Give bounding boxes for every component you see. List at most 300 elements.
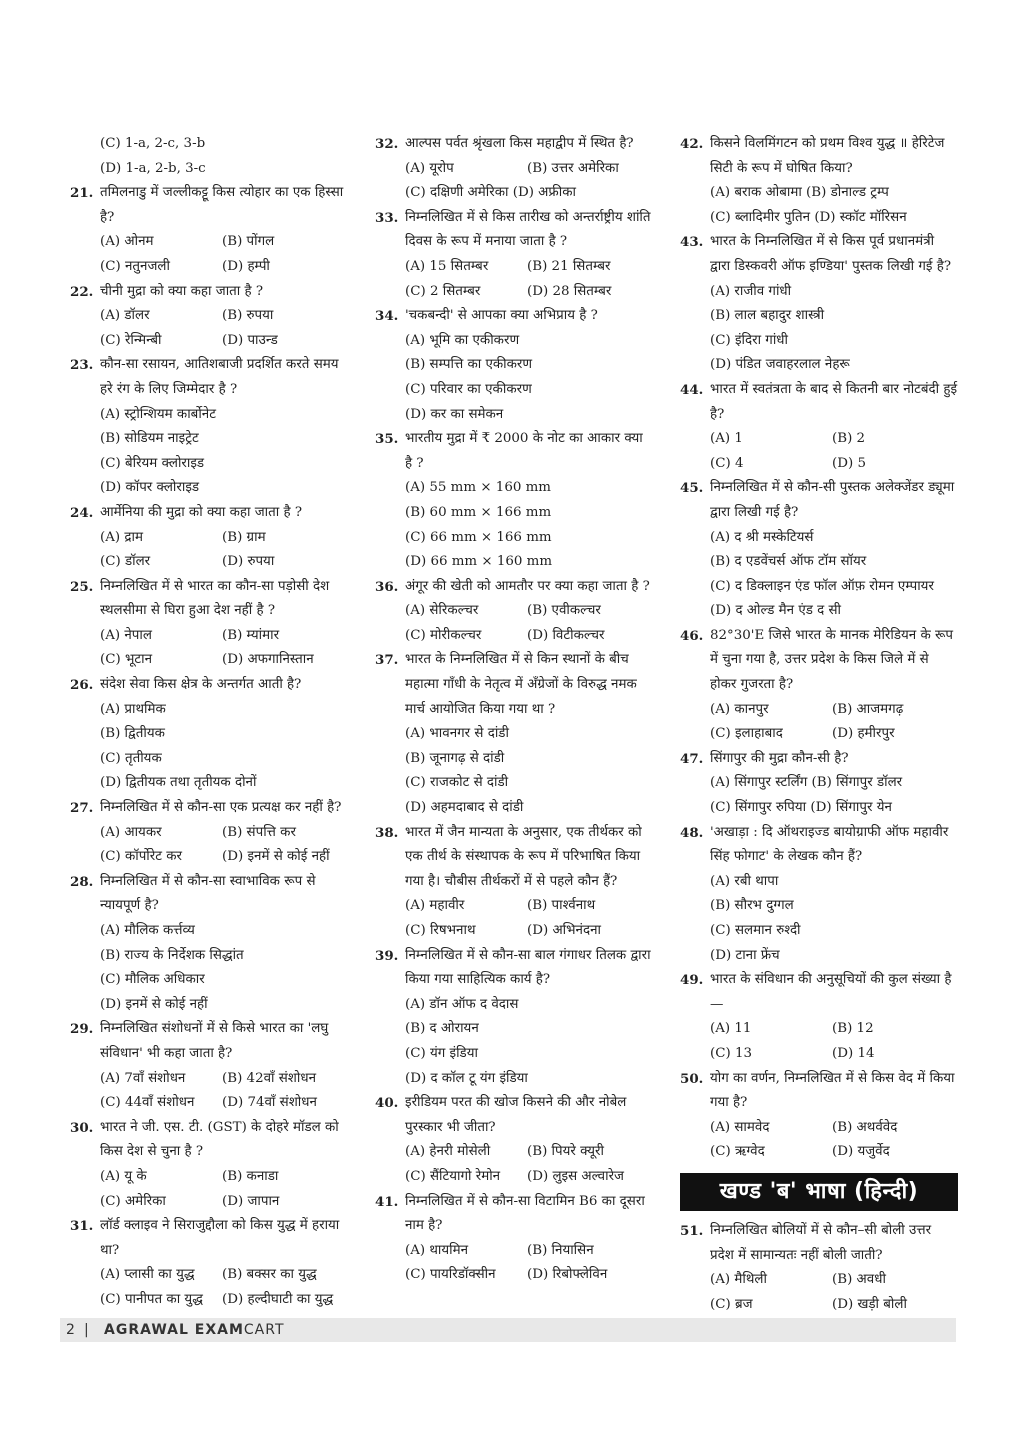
publisher-brand: [104, 1318, 285, 1342]
option: (D) विटीकल्चर: [527, 627, 605, 643]
question-number: 29.: [70, 1021, 94, 1038]
option: (C) 4: [710, 455, 744, 471]
question-text: भारत में जैन मान्यता के अनुसार, एक तीर्थकर को एक तीर्थ के संस्थापक के रूप में परिभाषित किया गया है। चौबीस तीर्थकरों में से पहले कौन हैं?: [405, 824, 642, 889]
question-number: 24.: [70, 504, 94, 521]
question-number: 36.: [375, 578, 399, 595]
option-row: [680, 894, 958, 919]
option: (D) 5: [832, 455, 866, 471]
question-number: 44.: [680, 381, 704, 398]
option: (C) सलमान रुश्दी: [710, 923, 801, 938]
option-row: [70, 329, 348, 354]
question-text: भारत के संविधान की अनुसूचियों की कुल संख्या है—: [710, 972, 952, 1012]
question-number: 28.: [70, 873, 94, 890]
option: (D) टाना फ्रेंच: [710, 947, 780, 963]
option-row: [70, 747, 348, 772]
question-number: 46.: [680, 627, 704, 644]
question-text: भारत ने जी. एस. टी. (GST) के दोहरे मॉडल को किस देश से चुना है ?: [100, 1119, 339, 1160]
option: (B) पियरे क्यूरी: [527, 1144, 604, 1160]
option: (A) रबी थापा: [710, 873, 779, 889]
option: (C) अमेरिका: [100, 1193, 166, 1209]
option: (B) ग्राम: [222, 529, 266, 545]
option-row: [680, 1017, 958, 1042]
question-text: 82°30'E जिसे भारत के मानक मेरिडियन के रूप में चुना गया है, उत्तर प्रदेश के किस जिले में से होकर गुजरता है?: [710, 627, 954, 693]
question-text: आल्पस पर्वत श्रृंखला किस महाद्वीप में स्थित है?: [405, 136, 634, 151]
option-row: [70, 452, 348, 477]
question-number: 41.: [375, 1193, 399, 1210]
question-number: 34.: [375, 308, 399, 325]
option-row: [680, 206, 958, 231]
option-row: [680, 550, 958, 575]
option: (C) 44वाँ संशोधन: [100, 1095, 195, 1111]
option: (B) सम्पत्ति का एकीकरण: [405, 357, 533, 373]
option-row: [375, 894, 653, 919]
question-number: 42.: [680, 136, 704, 152]
option-row: [375, 599, 653, 624]
option: (C) मोरीकल्चर: [405, 627, 482, 643]
question-43: [680, 230, 958, 279]
option: (A) सिंगापुर स्टर्लिंग (B) सिंगापुर डॉलर: [710, 775, 903, 791]
option-row: [70, 968, 348, 993]
option-row: [70, 255, 348, 280]
question-number: 33.: [375, 209, 399, 226]
option: (D) द्वितीयक तथा तृतीयक दोनों: [100, 775, 257, 791]
column-1: [70, 132, 348, 1313]
option: (A) प्राथमिक: [100, 701, 166, 717]
option: (A) द श्री मस्केटियर्स: [710, 529, 814, 545]
option: (C) बेरियम क्लोराइड: [100, 455, 205, 471]
question-text: अंगूर की खेती को आमतौर पर क्या कहा जाता है ?: [405, 578, 650, 594]
option: (B) पार्श्वनाथ: [527, 898, 596, 914]
question-42: [680, 132, 958, 181]
option-row: [375, 1140, 653, 1165]
option: (C) भूटान: [100, 652, 153, 668]
option: (D) 74वाँ संशोधन: [222, 1095, 317, 1111]
question-number: 48.: [680, 824, 704, 841]
option: (B) द एडवेंचर्स ऑफ टॉम सॉयर: [710, 554, 867, 570]
question-text: निम्नलिखित में से कौन-सी पुस्तक अलेक्जेंडर ड्यूमा द्वारा लिखी गई है?: [710, 480, 955, 520]
question-number: 26.: [70, 677, 94, 694]
option-row: [70, 230, 348, 255]
option: (B) 21 सितम्बर: [527, 258, 611, 274]
option: (B) रुपया: [222, 308, 274, 324]
question-number: 39.: [375, 947, 399, 964]
option: (D) लुइस अल्वारेज: [527, 1168, 624, 1184]
option: (A) बराक ओबामा (B) डोनाल्ड ट्रम्प: [710, 185, 889, 201]
option-row: [375, 1263, 653, 1288]
option: (C) 13: [710, 1045, 752, 1061]
option-row: [680, 771, 958, 796]
question-45: [680, 476, 958, 525]
question-number: 51.: [680, 1222, 704, 1239]
option: (B) सौरभ दुग्गल: [710, 898, 794, 914]
option-row: [375, 1017, 653, 1042]
option-row: [375, 771, 653, 796]
question-text: आर्मेनिया की मुद्रा को क्या कहा जाता है ?: [100, 504, 303, 520]
option: (A) महावीर: [405, 898, 465, 914]
question-40: [375, 1091, 653, 1140]
option-row: [375, 526, 653, 551]
option: (D) 28 सितम्बर: [527, 283, 612, 299]
question-number: 49.: [680, 972, 704, 989]
question-text: निम्नलिखित में से किस तारीख को अन्तर्राष्ट्रीय शांति दिवस के रूप में मनाया जाता है ?: [405, 209, 651, 250]
option: (C) 1-a, 2-c, 3-b: [100, 136, 206, 151]
option: (A) मैथिली: [710, 1272, 767, 1288]
option: (D) पंडित जवाहरलाल नेहरू: [710, 357, 850, 373]
option: (B) द ओरायन: [405, 1021, 479, 1037]
question-text: भारतीय मुद्रा में ₹ 2000 के नोट का आकार क्या है ?: [405, 431, 643, 471]
option: (C) ब्रज: [710, 1296, 753, 1312]
question-text: भारत में स्वतंत्रता के बाद से कितनी बार नोटबंदी हुई है?: [710, 381, 958, 422]
option: (C) तृतीयक: [100, 750, 162, 766]
option: (C) सिंगापुर रुपिया (D) सिंगापुर येन: [710, 800, 892, 816]
option: (B) द्वितीयक: [100, 726, 165, 742]
option-row: [680, 1268, 958, 1293]
option: (B) सोडियम नाइट्रेट: [100, 431, 199, 447]
question-39: [375, 944, 653, 993]
option: (B) अवधी: [832, 1272, 886, 1288]
option: (D) हमीरपुर: [832, 726, 895, 742]
option-row: [375, 280, 653, 305]
option: (A) ओनम: [100, 234, 154, 250]
option: (A) 7वाँ संशोधन: [100, 1070, 186, 1086]
brand-rest: CART: [243, 1322, 285, 1338]
option: (D) रिबोफ्लेविन: [527, 1267, 608, 1283]
option-row: [70, 993, 348, 1018]
option-row: [70, 526, 348, 551]
question-23: [70, 353, 348, 402]
option-row: [680, 329, 958, 354]
option: (C) 66 mm × 166 mm: [405, 529, 552, 545]
question-text: निम्नलिखित में से कौन-सा एक प्रत्यक्ष कर नहीं है?: [100, 800, 342, 816]
question-51: [680, 1219, 958, 1268]
question-number: 23.: [70, 357, 94, 374]
option: (D) यजुर्वेद: [832, 1144, 890, 1160]
question-text: चीनी मुद्रा को क्या कहा जाता है ?: [100, 283, 264, 299]
option: (A) स्ट्रोन्शियम कार्बोनेट: [100, 406, 216, 422]
question-48: [680, 821, 958, 870]
option: (B) 42वाँ संशोधन: [222, 1070, 317, 1086]
option: (D) जापान: [222, 1193, 280, 1209]
question-24: [70, 501, 348, 526]
option-row: [680, 304, 958, 329]
question-text: निम्नलिखित में से कौन-सा विटामिन B6 का दूसरा नाम है?: [405, 1193, 645, 1234]
question-number: 45.: [680, 480, 704, 497]
option-row: [70, 1190, 348, 1215]
option: (B) नियासिन: [527, 1242, 594, 1258]
option-row: [680, 353, 958, 378]
option: (A) राजीव गांधी: [710, 283, 792, 299]
option-row: [70, 845, 348, 870]
option: (A) 1: [710, 431, 743, 447]
question-26: [70, 673, 348, 698]
option-row: [375, 378, 653, 403]
option: (B) 2: [832, 431, 866, 447]
option: (C) रिषभनाथ: [405, 923, 476, 938]
option: (A) 11: [710, 1021, 752, 1037]
question-46: [680, 624, 958, 698]
option-row: [680, 280, 958, 305]
question-number: 30.: [70, 1119, 94, 1136]
option: (D) रुपया: [222, 554, 275, 570]
option: (D) इनमें से कोई नहीं: [100, 996, 208, 1012]
option-row: [375, 501, 653, 526]
option-row: [70, 403, 348, 428]
question-number: 40.: [375, 1095, 399, 1112]
option-row: [375, 1042, 653, 1067]
option-row: [680, 1293, 958, 1318]
option-row: [375, 722, 653, 747]
option: (C) सैंटियागो रेमोन: [405, 1168, 501, 1184]
question-number: 22.: [70, 283, 94, 300]
question-text: योग का वर्णन, निम्नलिखित में से किस वेद में किया गया है?: [710, 1070, 955, 1111]
option: (C) रेन्मिन्बी: [100, 332, 162, 348]
option-row: [70, 771, 348, 796]
option-row: [680, 944, 958, 969]
option: (B) आजमगढ़: [832, 701, 904, 717]
option-row: [680, 698, 958, 723]
question-33: [375, 206, 653, 255]
option-row: [70, 624, 348, 649]
option-row: [70, 427, 348, 452]
option-row: [375, 181, 653, 206]
option: (D) 66 mm × 160 mm: [405, 554, 553, 570]
option: (A) सामवेद: [710, 1119, 770, 1135]
option-row: [375, 255, 653, 280]
option-row: [375, 1067, 653, 1092]
question-text: निम्नलिखित बोलियों में से कौन–सी बोली उत्तर प्रदेश में सामान्यतः नहीं बोली जाती?: [710, 1222, 932, 1263]
question-37: [375, 648, 653, 722]
question-35: [375, 427, 653, 476]
option: (A) थायमिन: [405, 1242, 469, 1258]
option: (D) हल्दीघाटी का युद्ध: [222, 1291, 334, 1307]
option: (A) भूमि का एकीकरण: [405, 332, 520, 348]
question-text: निम्नलिखित में से कौन-सा बाल गंगाधर तिलक द्वारा किया गया साहित्यिक कार्य है?: [405, 947, 651, 988]
option: (A) सेरिकल्चर: [405, 603, 479, 619]
question-number: 37.: [375, 652, 399, 669]
option-row: [70, 1091, 348, 1116]
question-number: 38.: [375, 824, 399, 841]
option-row: [680, 1042, 958, 1067]
option: (C) ऋग्वेद: [710, 1144, 765, 1160]
option-row: [375, 993, 653, 1018]
option: (C) पायरिडॉक्सीन: [405, 1267, 496, 1283]
question-text: निम्नलिखित में से कौन-सा स्वाभाविक रूप से न्यायपूर्ण है?: [100, 873, 316, 914]
option: (D) द कॉल टू यंग इंडिया: [405, 1070, 528, 1086]
option-row: [375, 403, 653, 428]
question-text: इरीडियम परत की खोज किसने की और नोबेल पुरस्कार भी जीता?: [405, 1095, 627, 1135]
option: (A) द्राम: [100, 529, 143, 545]
option: (C) यंग इंडिया: [405, 1045, 478, 1061]
option: (C) इलाहाबाद: [710, 726, 783, 742]
option-row: [680, 1140, 958, 1165]
question-text: सिंगापुर की मुद्रा कौन-सी है?: [710, 750, 849, 766]
question-49: [680, 968, 958, 1017]
option: (A) मौलिक कर्त्तव्य: [100, 923, 195, 938]
question-text: तमिलनाडु में जल्लीकट्टू किस त्योहार का एक हिस्सा है?: [100, 185, 344, 225]
option: (D) 14: [832, 1045, 875, 1061]
option: (C) मौलिक अधिकार: [100, 972, 205, 988]
question-22: [70, 280, 348, 305]
question-number: 47.: [680, 750, 704, 767]
question-25: [70, 575, 348, 624]
option: (A) डॉलर: [100, 308, 150, 324]
option-row: [70, 944, 348, 969]
option-row: [70, 476, 348, 501]
option-row: [70, 1067, 348, 1092]
option: (A) यू के: [100, 1168, 147, 1184]
question-text: संदेश सेवा किस क्षेत्र के अन्तर्गत आती है?: [100, 677, 302, 693]
option: (D) 1-a, 2-b, 3-c: [100, 160, 206, 176]
option: (D) अहमदाबाद से दांडी: [405, 800, 524, 816]
option-row: [375, 747, 653, 772]
option: (C) ब्लादिमीर पुतिन (D) स्कॉट मॉरिसन: [710, 209, 907, 225]
option: (A) हेनरी मोसेली: [405, 1144, 491, 1160]
option: (D) अभिनंदना: [527, 923, 601, 938]
option: (A) कानपुर: [710, 701, 769, 717]
option: (D) कॉपर क्लोराइड: [100, 480, 200, 496]
option: (B) लाल बहादुर शास्त्री: [710, 308, 825, 324]
option: (A) भावनगर से दांडी: [405, 726, 509, 742]
option-row: [70, 919, 348, 944]
question-29: [70, 1017, 348, 1066]
question-number: 50.: [680, 1070, 704, 1087]
option-row: [680, 796, 958, 821]
question-text: कौन-सा रसायन, आतिशबाजी प्रदर्शित करते समय हरे रंग के लिए जिम्मेदार है ?: [100, 357, 339, 397]
option: (D) पाउन्ड: [222, 332, 278, 348]
option: (C) पानीपत का युद्ध: [100, 1291, 203, 1307]
option-row: [680, 599, 958, 624]
question-32: [375, 132, 653, 157]
option: (A) यूरोप: [405, 160, 454, 176]
option: (B) 12: [832, 1021, 874, 1037]
option: (C) नतुनजली: [100, 258, 170, 274]
option-row: [375, 624, 653, 649]
question-text: किसने विलमिंगटन को प्रथम विश्व युद्ध ॥ हेरिटेज सिटी के रूप में घोषित किया?: [710, 136, 945, 176]
option: (B) जूनागढ़ से दांडी: [405, 750, 505, 766]
option-row: [680, 1116, 958, 1141]
option-row: [680, 181, 958, 206]
question-text: 'अखाड़ा : दि ऑथराइज्ड बायोग्राफी ऑफ महावीर सिंह फोगाट' के लेखक कौन हैं?: [710, 824, 949, 865]
page-footer: [60, 1318, 956, 1342]
option: (C) कॉर्पोरेट कर: [100, 849, 183, 865]
question-21: [70, 181, 348, 230]
column-2: [375, 132, 653, 1288]
option-row: [680, 919, 958, 944]
option-row: [375, 1165, 653, 1190]
question-30: [70, 1116, 348, 1165]
option: (C) द डिक्लाइन एंड फॉल ऑफ़ रोमन एम्पायर: [710, 578, 934, 594]
question-44: [680, 378, 958, 427]
option: (B) पोंगल: [222, 234, 275, 250]
option-row: [70, 648, 348, 673]
option-row: [375, 157, 653, 182]
question-number: 35.: [375, 431, 399, 448]
question-number: 43.: [680, 234, 704, 251]
option: (B) एवीकल्चर: [527, 603, 601, 619]
question-28: [70, 870, 348, 919]
option-row: [680, 427, 958, 452]
option-row: [70, 1263, 348, 1288]
question-number: 27.: [70, 800, 94, 817]
option: (D) अफगानिस्तान: [222, 652, 314, 668]
question-38: [375, 821, 653, 895]
option: (B) म्यांमार: [222, 627, 280, 643]
option-row: [70, 304, 348, 329]
option-row: [680, 452, 958, 477]
question-text: भारत के निम्नलिखित में से किस पूर्व प्रधानमंत्री द्वारा डिस्कवरी ऑफ इण्डिया' पुस्तक लिखी गई है?: [710, 234, 952, 274]
question-text: भारत के निम्नलिखित में से किन स्थानों के बीच महात्मा गाँधी के नेतृत्व में अँग्रेजों के विरुद्ध नमक मार्च आयोजित किया गया था ?: [405, 652, 637, 717]
option: (C) दक्षिणी अमेरिका (D) अफ्रीका: [405, 185, 576, 201]
option-row: [680, 870, 958, 895]
option: (C) परिवार का एकीकरण: [405, 381, 532, 397]
option-row: [375, 796, 653, 821]
option: (C) 2 सितम्बर: [405, 283, 481, 299]
option-row: [375, 329, 653, 354]
question-number: 31.: [70, 1218, 94, 1235]
option: (A) 55 mm × 160 mm: [405, 480, 552, 496]
question-number: 25.: [70, 578, 94, 595]
option-row: [680, 722, 958, 747]
option: (B) राज्य के निर्देशक सिद्धांत: [100, 947, 244, 963]
question-50: [680, 1067, 958, 1116]
option: (A) डॉन ऑफ द वेदास: [405, 996, 519, 1012]
option: (A) आयकर: [100, 824, 162, 840]
option: (A) नेपाल: [100, 627, 152, 643]
question-text: निम्नलिखित में से भारत का कौन-सा पड़ोसी देश स्थलसीमा से घिरा हुआ देश नहीं है ?: [100, 578, 330, 619]
question-number: 32.: [375, 136, 399, 152]
option: (B) 60 mm × 166 mm: [405, 504, 552, 520]
section-banner: खण्ड 'ब' भाषा (हिन्दी): [680, 1173, 958, 1211]
question-31: [70, 1214, 348, 1263]
option-row: [70, 821, 348, 846]
question-text: 'चकबन्दी' से आपका क्या अभिप्राय है ?: [405, 308, 598, 324]
question-34: [375, 304, 653, 329]
option-row: [70, 1288, 348, 1313]
option: (D) हम्पी: [222, 258, 270, 274]
question-text: लॉर्ड क्लाइव ने सिराजुद्दौला को किस युद्ध में हराया था?: [100, 1218, 340, 1258]
option-row: [680, 526, 958, 551]
option: (D) खड़ी बोली: [832, 1296, 907, 1312]
option: (A) 15 सितम्बर: [405, 258, 489, 274]
brand-bold: AGRAWAL EXAM: [104, 1322, 244, 1338]
option: (C) डॉलर: [100, 554, 151, 570]
option-row: [375, 353, 653, 378]
question-text: निम्नलिखित संशोधनों में से किसे भारत का 'लघु संविधान' भी कहा जाता है?: [100, 1021, 329, 1061]
option-row: [70, 722, 348, 747]
option: (B) संपत्ति कर: [222, 824, 296, 840]
option-row: [375, 1239, 653, 1264]
option: (B) अथर्ववेद: [832, 1119, 898, 1135]
question-36: [375, 575, 653, 600]
option-row: [680, 575, 958, 600]
footer-separator: |: [84, 1322, 90, 1338]
option: (C) राजकोट से दांडी: [405, 775, 509, 791]
question-47: [680, 747, 958, 772]
question-number: 21.: [70, 185, 94, 202]
option: (A) प्लासी का युद्ध: [100, 1267, 195, 1283]
option: (D) कर का समेकन: [405, 406, 504, 422]
option-row: [70, 550, 348, 575]
option-row: [375, 919, 653, 944]
option-row: [70, 698, 348, 723]
page-number: 2: [66, 1322, 76, 1338]
option-row: [375, 476, 653, 501]
option: (B) कनाडा: [222, 1168, 279, 1184]
option: (C) इंदिरा गांधी: [710, 332, 789, 348]
column-3: [680, 132, 958, 1317]
option-row: [70, 1165, 348, 1190]
option: (D) इनमें से कोई नहीं: [222, 849, 330, 865]
